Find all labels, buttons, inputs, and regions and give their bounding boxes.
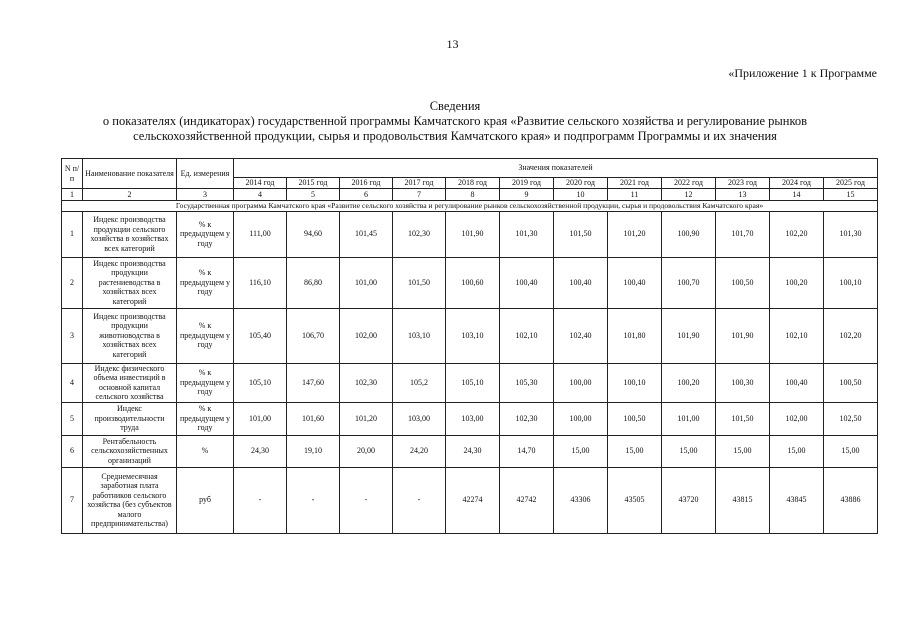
indicator-value: 100,20: [770, 257, 824, 308]
indicator-unit: % к предыдущем у году: [177, 363, 234, 402]
indicator-value: 101,20: [340, 402, 393, 435]
indicator-value: 100,10: [824, 257, 878, 308]
header-year: 2022 год: [662, 178, 716, 189]
indicator-value: 101,50: [554, 211, 608, 257]
indicator-value: 43720: [662, 467, 716, 533]
indicator-value: 102,20: [770, 211, 824, 257]
indicator-value: -: [393, 467, 446, 533]
header-year: 2018 год: [446, 178, 500, 189]
column-number: 9: [500, 189, 554, 201]
indicator-value: 100,40: [608, 257, 662, 308]
indicator-value: 42274: [446, 467, 500, 533]
table-row: [62, 257, 878, 308]
indicator-name: Индекс физического объема инвестиций в основной капитал сельского хозяйства: [83, 363, 177, 402]
indicator-value: 43815: [716, 467, 770, 533]
column-number: 4: [234, 189, 287, 201]
indicator-value: 101,90: [662, 308, 716, 363]
indicator-unit: руб: [177, 467, 234, 533]
indicator-value: 43306: [554, 467, 608, 533]
row-number: 7: [62, 467, 83, 533]
header-year: 2024 год: [770, 178, 824, 189]
indicator-name: Рентабельность сельскохозяйственных организаций: [83, 435, 177, 467]
indicator-value: 101,90: [446, 211, 500, 257]
table-row: [62, 402, 878, 435]
indicator-value: 105,10: [234, 363, 287, 402]
indicator-value: 101,90: [716, 308, 770, 363]
indicator-value: 101,70: [716, 211, 770, 257]
indicator-value: 100,10: [608, 363, 662, 402]
row-number: 4: [62, 363, 83, 402]
indicator-unit: % к предыдущем у году: [177, 211, 234, 257]
table-row: [62, 211, 878, 257]
header-year: 2023 год: [716, 178, 770, 189]
header-year: 2019 год: [500, 178, 554, 189]
appendix-label: «Приложение 1 к Программе: [728, 66, 877, 80]
indicator-value: 102,10: [500, 308, 554, 363]
title-line-2: о показателях (индикаторах) государственной программы Камчатского края «Развитие сельского хозяйства и регулирование рынков: [102, 114, 808, 128]
title-line-3: сельскохозяйственной продукции, сырья и продовольствия Камчатского края» и подпрограмм Программы и их значения: [133, 129, 777, 143]
row-number: 6: [62, 435, 83, 467]
indicator-value: 101,30: [500, 211, 554, 257]
indicator-value: 101,00: [234, 402, 287, 435]
indicator-value: 102,10: [770, 308, 824, 363]
column-number: 12: [662, 189, 716, 201]
header-name: Наименование показателя: [83, 159, 177, 189]
header-values-group: Значения показателей: [234, 159, 878, 178]
indicator-value: 100,40: [500, 257, 554, 308]
indicator-unit: % к предыдущем у году: [177, 257, 234, 308]
column-number: 11: [608, 189, 662, 201]
indicator-value: 24,30: [446, 435, 500, 467]
column-number: 7: [393, 189, 446, 201]
indicator-value: 100,30: [716, 363, 770, 402]
indicator-value: 100,40: [770, 363, 824, 402]
header-year: 2017 год: [393, 178, 446, 189]
header-unit: Ед. измерения: [177, 159, 234, 189]
indicator-value: 103,00: [446, 402, 500, 435]
indicator-value: 101,45: [340, 211, 393, 257]
indicator-name: Индекс производства продукции животноводства в хозяйствах всех категорий: [83, 308, 177, 363]
indicator-value: 100,50: [716, 257, 770, 308]
indicator-value: 100,50: [824, 363, 878, 402]
header-year: 2014 год: [234, 178, 287, 189]
indicator-name: Индекс производства продукции растениеводства в хозяйствах всех категорий: [83, 257, 177, 308]
indicator-value: 100,50: [608, 402, 662, 435]
document-title: [60, 99, 850, 144]
indicator-value: 102,00: [770, 402, 824, 435]
indicator-value: 147,60: [287, 363, 340, 402]
indicator-value: 105,30: [500, 363, 554, 402]
column-number: 5: [287, 189, 340, 201]
indicator-value: 101,00: [340, 257, 393, 308]
column-number: 6: [340, 189, 393, 201]
indicator-value: 100,90: [662, 211, 716, 257]
indicator-value: 101,80: [608, 308, 662, 363]
column-number: 14: [770, 189, 824, 201]
indicator-value: 105,2: [393, 363, 446, 402]
column-number: 2: [83, 189, 177, 201]
indicator-value: 102,00: [340, 308, 393, 363]
indicator-value: 101,30: [824, 211, 878, 257]
column-number: 10: [554, 189, 608, 201]
indicator-value: 15,00: [824, 435, 878, 467]
indicator-value: 106,70: [287, 308, 340, 363]
indicator-value: 102,20: [824, 308, 878, 363]
table-row: [62, 363, 878, 402]
indicator-value: 105,40: [234, 308, 287, 363]
indicator-value: 100,00: [554, 402, 608, 435]
indicator-value: 102,40: [554, 308, 608, 363]
indicator-value: 24,20: [393, 435, 446, 467]
indicator-value: 15,00: [608, 435, 662, 467]
indicator-value: -: [340, 467, 393, 533]
indicator-unit: % к предыдущем у году: [177, 402, 234, 435]
row-number: 3: [62, 308, 83, 363]
row-number: 1: [62, 211, 83, 257]
indicator-value: 103,10: [446, 308, 500, 363]
indicator-value: 101,50: [393, 257, 446, 308]
indicator-name: Индекс производительности труда: [83, 402, 177, 435]
indicator-value: 103,10: [393, 308, 446, 363]
indicator-value: 100,60: [446, 257, 500, 308]
row-number: 5: [62, 402, 83, 435]
column-number: 13: [716, 189, 770, 201]
indicator-value: 43845: [770, 467, 824, 533]
program-row: Государственная программа Камчатского края «Развитие сельского хозяйства и регулирование рынков сельскохозяйственной продукции, сырья и продовольствия Камчатского края»: [62, 201, 878, 212]
header-year: 2016 год: [340, 178, 393, 189]
header-year: 2025 год: [824, 178, 878, 189]
indicator-value: 42742: [500, 467, 554, 533]
indicator-value: 102,50: [824, 402, 878, 435]
page-number: 13: [446, 37, 459, 51]
header-num: N п/п: [62, 159, 83, 189]
column-number: 1: [62, 189, 83, 201]
indicator-value: 24,30: [234, 435, 287, 467]
header-year: 2015 год: [287, 178, 340, 189]
indicator-value: 100,70: [662, 257, 716, 308]
indicator-value: 19,10: [287, 435, 340, 467]
indicator-value: 101,60: [287, 402, 340, 435]
indicator-value: -: [287, 467, 340, 533]
indicator-value: 102,30: [340, 363, 393, 402]
indicator-value: 105,10: [446, 363, 500, 402]
indicator-value: 102,30: [500, 402, 554, 435]
header-year: 2021 год: [608, 178, 662, 189]
indicator-value: 100,40: [554, 257, 608, 308]
indicator-value: 101,00: [662, 402, 716, 435]
indicator-value: 111,00: [234, 211, 287, 257]
indicator-value: 20,00: [340, 435, 393, 467]
indicator-value: 43886: [824, 467, 878, 533]
indicator-unit: % к предыдущем у году: [177, 308, 234, 363]
column-number: 8: [446, 189, 500, 201]
indicator-value: 43505: [608, 467, 662, 533]
table-row: [62, 435, 878, 467]
title-line-1: Сведения: [429, 99, 481, 113]
indicator-value: 15,00: [770, 435, 824, 467]
indicator-value: 116,10: [234, 257, 287, 308]
indicator-value: 101,20: [608, 211, 662, 257]
indicator-value: 15,00: [554, 435, 608, 467]
indicator-value: 101,50: [716, 402, 770, 435]
indicator-unit: %: [177, 435, 234, 467]
column-number: 3: [177, 189, 234, 201]
row-number: 2: [62, 257, 83, 308]
indicators-table: [61, 158, 878, 534]
indicator-value: 15,00: [662, 435, 716, 467]
column-number: 15: [824, 189, 878, 201]
indicator-value: 94,60: [287, 211, 340, 257]
indicator-value: 15,00: [716, 435, 770, 467]
indicator-value: 14,70: [500, 435, 554, 467]
indicator-value: 100,20: [662, 363, 716, 402]
indicator-name: Среднемесячная заработная плата работников сельского хозяйства (без субъектов малого предпринимательства): [83, 467, 177, 533]
indicator-value: -: [234, 467, 287, 533]
indicator-value: 102,30: [393, 211, 446, 257]
indicator-value: 100,00: [554, 363, 608, 402]
indicator-value: 86,80: [287, 257, 340, 308]
table-row: [62, 467, 878, 533]
table-row: [62, 308, 878, 363]
indicator-value: 103,00: [393, 402, 446, 435]
indicator-name: Индекс производства продукции сельского хозяйства в хозяйствах всех категорий: [83, 211, 177, 257]
header-year: 2020 год: [554, 178, 608, 189]
